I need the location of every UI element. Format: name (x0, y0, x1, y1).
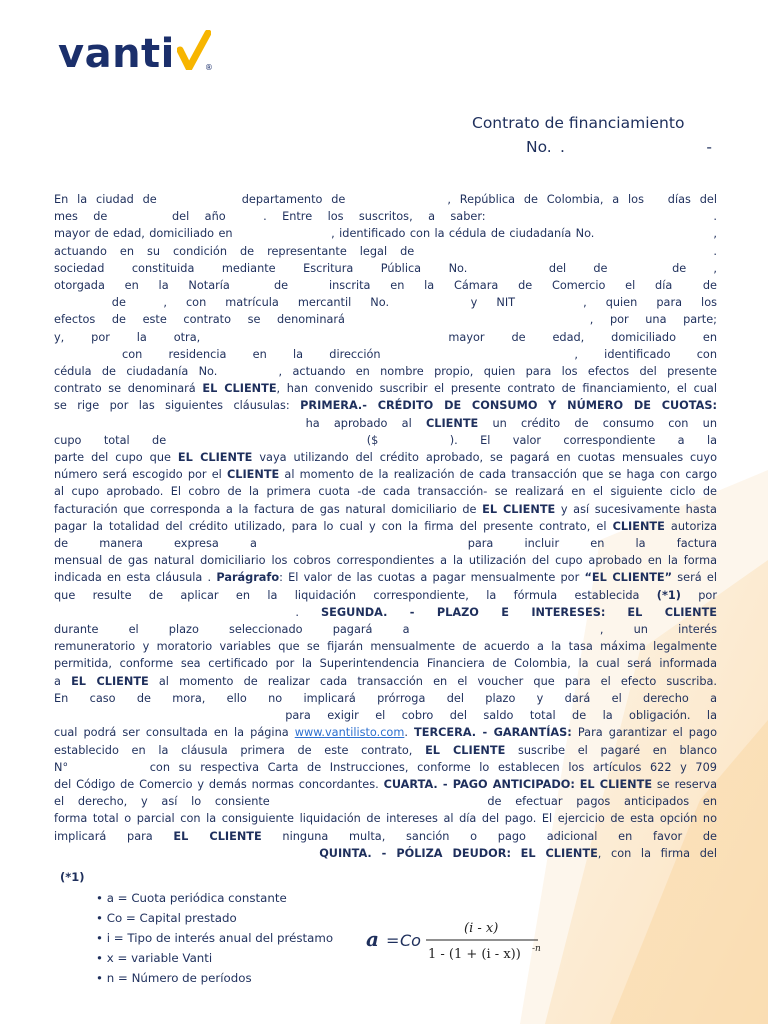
contract-line: establecido en la cláusula primera de este contrato, EL CLIENTE suscribe el pagaré en blanco (54, 743, 718, 757)
legend-item: • i = Tipo de interés anual del préstamo (96, 931, 334, 945)
contract-line: QUINTA. - PÓLIZA DEUDOR: EL CLIENTE, con la firma del (319, 846, 717, 860)
contract-line: N° con su respectiva Carta de Instrucciones, conforme lo establecen los artículos 622 y 709 (54, 760, 717, 774)
contract-line: mensual de gas natural domiciliario los cobros correspondientes a la utilización del cupo aprobado en la forma (54, 554, 717, 568)
contract-line: En caso de mora, ello no implicará prórroga del plazo y dará el derecho a (54, 691, 717, 705)
contract-body (54, 191, 717, 862)
contract-line: contrato se denominará EL CLIENTE, han convenido suscribir el presente contrato de financiamiento, el cual (54, 382, 717, 396)
contract-line: de manera expresa a para incluir en la factura (54, 537, 718, 551)
contract-line: ha aprobado al CLIENTE un crédito de consumo con un (305, 416, 717, 430)
contract-line: En la ciudad de departamento de , República de Colombia, a los días del (54, 193, 717, 206)
contract-line: parte del cupo que EL CLIENTE vaya utilizando del crédito aprobado, se pagará en cuotas mensuales cuyo (54, 451, 718, 465)
contract-line: se rige por las siguientes cláusulas: PRIMERA.- CRÉDITO DE CONSUMO Y NÚMERO DE CUOTAS: (54, 399, 718, 413)
contract-line: otorgada en la Notaría de inscrita en la Cámara de Comercio el día de (54, 279, 717, 293)
contract-line: implicará para EL CLIENTE ninguna multa, sanción o pago adicional en favor de (54, 829, 717, 843)
contract-line: durante el plazo seleccionado pagará a , un interés (54, 623, 717, 637)
contract-line: de , con matrícula mercantil No. y NIT , quien para los (111, 296, 717, 310)
payment-formula (366, 914, 566, 974)
legend-item: • x = variable Vanti (96, 951, 213, 965)
contract-line: efectos de este contrato se denominará , por una parte; (54, 313, 717, 327)
contract-line: y, por la otra, mayor de edad, domiciliado en (54, 330, 717, 344)
contract-line: el derecho, y así lo consiente de efectuar pagos anticipados en (54, 795, 717, 809)
contract-line: cual podrá ser consultada en la página www.vantilisto.com. TERCERA. - GARANTÍAS: Para garantizar el pago (54, 726, 717, 740)
legend-item: • n = Número de períodos (96, 971, 252, 985)
registered-mark: ® (204, 63, 213, 72)
contract-line: mes de del año . Entre los suscritos, a saber: . (54, 210, 717, 224)
contract-number-mark-end: - (706, 138, 712, 156)
formula-exponent: -n (532, 944, 541, 954)
contract-line: remuneratorio y moratorio variables que se fijarán mensualmente de acuerdo a la tasa máxima legalmente (54, 640, 717, 654)
formula-lhs: a (366, 927, 379, 951)
document-title: Contrato de financiamiento (472, 114, 685, 132)
contract-line: que resulte de aplicar en la liquidación correspondiente, la fórmula establecida (*1) por (54, 588, 717, 602)
contract-line: sociedad constituida mediante Escritura Pública No. del de de , (54, 261, 717, 275)
footnote (60, 870, 85, 890)
contract-line: actuando en su condición de representante legal de . (54, 244, 717, 258)
formula-equals: = (386, 931, 400, 950)
contract-line: cédula de ciudadanía No. , actuando en nombre propio, quien para los efectos del presente (54, 365, 718, 379)
contract-number-field (560, 138, 712, 156)
legend-item: • Co = Capital prestado (96, 911, 237, 925)
contract-number-label: No. (526, 138, 552, 156)
contract-line: forma total o parcial con la consiguiente liquidación de intereses al día del pago. El ejercicio de esta opción no (54, 812, 717, 826)
contract-line: mayor de edad, domiciliado en , identificado con la cédula de ciudadanía No. , (54, 227, 717, 241)
vanti-logo (58, 30, 213, 76)
contract-line: indicada en esta cláusula . Parágrafo: El valor de las cuotas a pagar mensualmente por “EL CLIENTE” será el (54, 571, 717, 585)
formula-denominator: 1 - (1 + (i - x)) (428, 947, 521, 962)
contract-line: a EL CLIENTE al momento de realizar cada transacción en el voucher que para el efecto suscriba. (54, 674, 718, 688)
contract-line: al cupo aprobado. El cobro de la primera cuota -de cada transacción- se realizará en el siguiente ciclo de (54, 485, 717, 499)
contract-line: para exigir el cobro del saldo total de la obligación. la (285, 709, 717, 723)
formula-legend (96, 888, 333, 988)
contract-line: . SEGUNDA. - PLAZO E INTERESES: EL CLIENTE (295, 605, 717, 619)
contract-line: facturación que corresponda a la factura de gas natural domiciliario de EL CLIENTE y así sucesivamente hasta (54, 502, 717, 516)
contract-line: número será escogido por el CLIENTE al momento de la realización de cada transacción que se haga con cargo (54, 468, 717, 482)
vantilisto-link[interactable]: www.vantilisto.com (294, 726, 405, 740)
contract-line: con residencia en la dirección , identificado con (122, 347, 717, 361)
contract-line: del Código de Comercio y demás normas concordantes. CUARTA. - PAGO ANTICIPADO: EL CLIENTE se reserva (54, 777, 718, 791)
contract-line: pagar la totalidad del crédito utilizado, para lo cual y con la firma del presente contrato, el CLIENTE autoriza (54, 519, 717, 533)
footnote-title: (*1) (60, 870, 85, 884)
logo-wordmark: vanti (58, 31, 175, 77)
legend-item: • a = Cuota periódica constante (96, 891, 287, 905)
contract-line: cupo total de ($ ). El valor correspondiente a la (54, 433, 718, 447)
formula-numerator: (i - x) (464, 921, 499, 936)
contract-line: permitida, conforme sea certificado por la Superintendencia Financiera de Colombia, la cual será informada (54, 657, 717, 671)
contract-number-mark-start: . (560, 138, 565, 156)
formula-co: Co (400, 931, 421, 950)
